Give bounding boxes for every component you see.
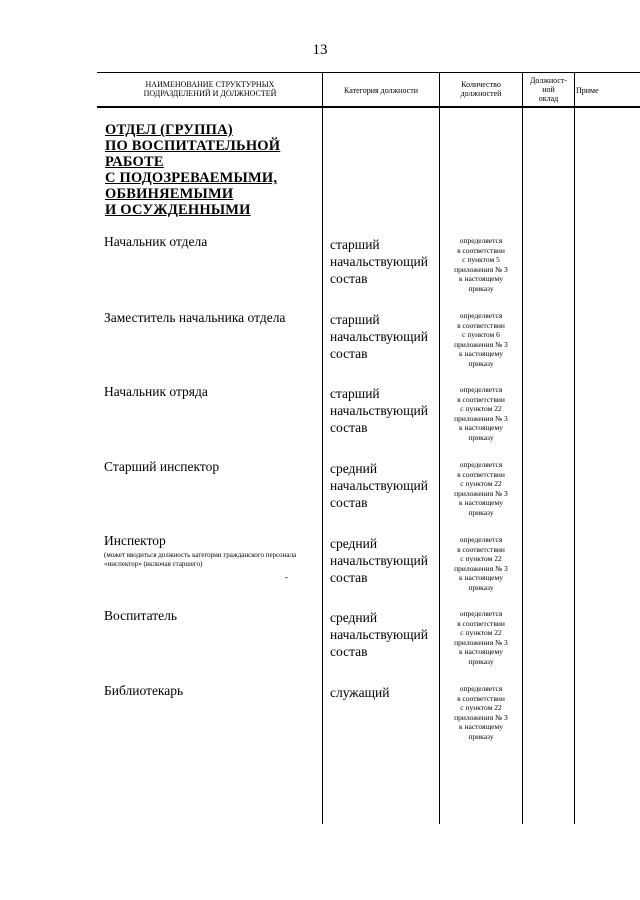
count-line: с пунктом 6 <box>462 330 500 339</box>
position-name-with-note <box>104 533 304 569</box>
count-line: приказу <box>468 507 494 517</box>
count-line: в соответствии <box>457 394 505 404</box>
category-line: начальствующий <box>330 329 428 344</box>
header-salary-line1: Должност- <box>529 76 568 85</box>
header-notes-text: Приме <box>576 86 599 95</box>
header-salary-line2: ной <box>542 85 555 94</box>
position-count <box>441 609 521 666</box>
count-line: определяется <box>459 609 503 618</box>
column-divider-2 <box>439 72 440 824</box>
section-title-line: ОТДЕЛ (ГРУППА) <box>105 122 233 138</box>
position-category <box>330 535 440 586</box>
position-count <box>441 311 521 368</box>
count-line: приказу <box>468 432 494 442</box>
count-line: с пунктом 22 <box>460 628 502 637</box>
count-line: приложения № 3 <box>454 264 508 274</box>
count-line: в соответствии <box>457 469 505 479</box>
category-line: начальствующий <box>330 403 428 418</box>
category-line: старший <box>330 312 380 327</box>
header-salary <box>523 76 574 103</box>
header-category <box>323 86 439 95</box>
category-line: начальствующий <box>330 254 428 269</box>
count-line: приказу <box>468 283 494 293</box>
count-line: к настоящему <box>458 423 504 432</box>
count-line: к настоящему <box>458 722 504 731</box>
category-line: начальствующий <box>330 478 428 493</box>
header-bottom-border <box>97 106 640 108</box>
position-name: Начальник отдела <box>104 234 208 249</box>
position-category <box>330 385 440 436</box>
count-line: в соответствии <box>457 544 505 554</box>
count-line: приказу <box>468 582 494 592</box>
category-line: средний <box>330 536 378 551</box>
position-count <box>441 535 521 592</box>
position-count <box>441 460 521 517</box>
category-line: состав <box>330 346 368 361</box>
count-line: определяется <box>459 535 503 544</box>
section-title-line: И ОСУЖДЕННЫМИ <box>105 202 251 218</box>
count-line: определяется <box>459 460 503 469</box>
position-category <box>330 460 440 511</box>
header-count-line1: Количество <box>461 80 501 89</box>
category-line: начальствующий <box>330 627 428 642</box>
column-divider-4 <box>574 72 575 824</box>
position-name: Заместитель начальника отдела <box>104 310 286 325</box>
header-positions <box>100 80 320 98</box>
position-count <box>441 236 521 293</box>
count-line: в соответствии <box>457 245 505 255</box>
column-divider-1 <box>322 72 323 824</box>
count-line: приложения № 3 <box>454 637 508 647</box>
count-line: с пунктом 5 <box>462 255 500 264</box>
header-notes <box>576 86 640 95</box>
category-line: средний <box>330 461 378 476</box>
category-line: средний <box>330 610 378 625</box>
count-line: к настоящему <box>458 647 504 656</box>
section-title-line: ОБВИНЯЕМЫМИ <box>105 186 234 202</box>
count-line: приложения № 3 <box>454 563 508 573</box>
column-divider-3 <box>522 72 523 824</box>
count-line: с пунктом 22 <box>460 554 502 563</box>
section-title-line: РАБОТЕ <box>105 154 164 170</box>
position-count <box>441 684 521 741</box>
category-line: начальствующий <box>330 553 428 568</box>
count-line: в соответствии <box>457 618 505 628</box>
header-count-line2: должностей <box>460 89 502 98</box>
position-category <box>330 609 440 660</box>
count-line: приложения № 3 <box>454 712 508 722</box>
header-salary-line3: оклад <box>538 94 559 103</box>
position-category <box>330 311 440 362</box>
position-name: Начальник отряда <box>104 384 208 399</box>
count-line: приказу <box>468 656 494 666</box>
position-count <box>441 385 521 442</box>
count-line: к настоящему <box>458 274 504 283</box>
position-name: Старший инспектор <box>104 459 220 474</box>
count-line: в соответствии <box>457 693 505 703</box>
position-name: Воспитатель <box>104 608 178 623</box>
count-line: приказу <box>468 731 494 741</box>
position-name: Инспектор <box>104 533 166 548</box>
count-line: приложения № 3 <box>454 339 508 349</box>
count-line: к настоящему <box>458 573 504 582</box>
category-line: состав <box>330 271 368 286</box>
count-line: определяется <box>459 236 503 245</box>
position-name: Библиотекарь <box>104 683 184 698</box>
count-line: определяется <box>459 311 503 320</box>
section-title <box>105 122 280 218</box>
position-note: (может вводиться должность категории гражданского персонала «инспектор» (включая старшего) <box>104 551 297 568</box>
count-line: приложения № 3 <box>454 413 508 423</box>
header-category-text: Категория должности <box>344 86 418 95</box>
category-line: состав <box>330 570 368 585</box>
section-title-line: С ПОДОЗРЕВАЕМЫМИ, <box>105 170 278 186</box>
position-category <box>330 684 440 701</box>
stray-mark: - <box>285 572 288 582</box>
category-line: служащий <box>330 685 390 700</box>
count-line: определяется <box>459 385 503 394</box>
count-line: определяется <box>459 684 503 693</box>
count-line: приложения № 3 <box>454 488 508 498</box>
count-line: к настоящему <box>458 349 504 358</box>
count-line: в соответствии <box>457 320 505 330</box>
page-number: 13 <box>312 42 328 58</box>
count-line: к настоящему <box>458 498 504 507</box>
count-line: с пунктом 22 <box>460 703 502 712</box>
header-positions-line1: НАИМЕНОВАНИЕ СТРУКТУРНЫХ <box>145 80 275 89</box>
category-line: состав <box>330 495 368 510</box>
header-count <box>440 80 522 98</box>
category-line: состав <box>330 644 368 659</box>
header-positions-line2: ПОДРАЗДЕЛЕНИЙ И ДОЛЖНОСТЕЙ <box>143 89 277 98</box>
table-top-border <box>97 72 640 73</box>
position-category <box>330 236 440 287</box>
section-title-line: ПО ВОСПИТАТЕЛЬНОЙ <box>105 138 281 154</box>
count-line: с пунктом 22 <box>460 404 502 413</box>
category-line: старший <box>330 386 380 401</box>
count-line: приказу <box>468 358 494 368</box>
category-line: старший <box>330 237 380 252</box>
count-line: с пунктом 22 <box>460 479 502 488</box>
category-line: состав <box>330 420 368 435</box>
